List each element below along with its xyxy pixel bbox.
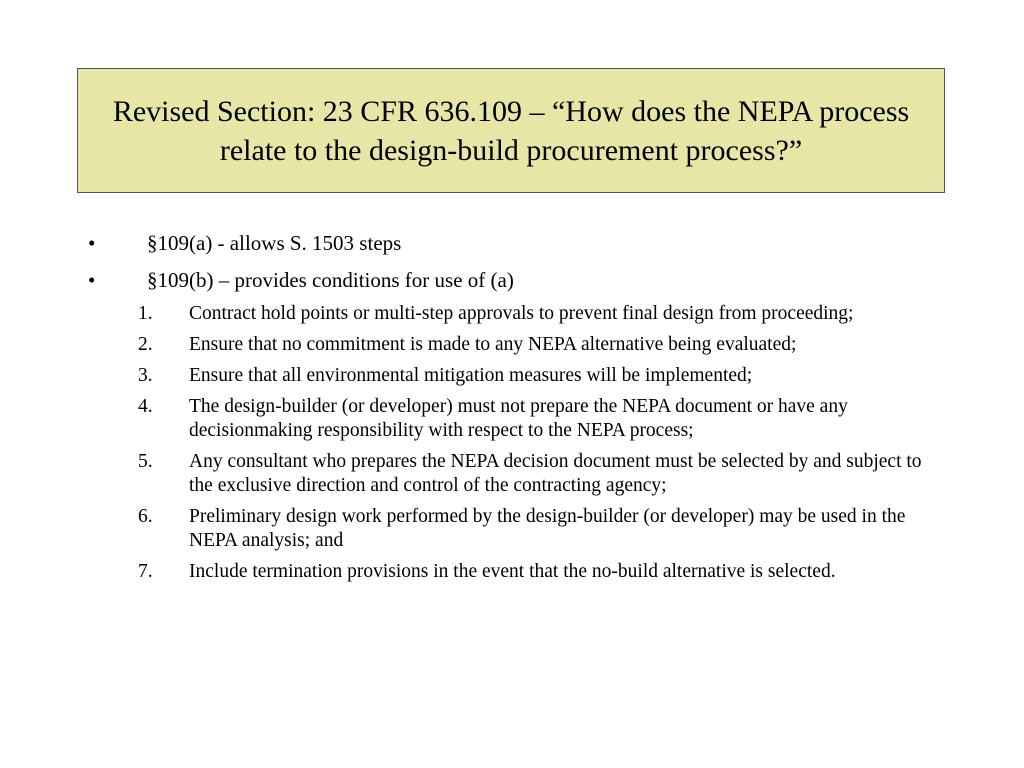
numbered-text: Contract hold points or multi-step approvals to prevent final design from proceeding; [189,303,854,324]
numbered-item [138,450,938,498]
numbered-item [138,364,938,388]
numbered-text: Include termination provisions in the event that the no-build alternative is selected. [189,561,836,582]
slide-title: Revised Section: 23 CFR 636.109 – “How does the NEPA process relate to the design-build procurement process?” [112,94,910,167]
numbered-item [138,333,938,357]
bullet-item [88,228,948,259]
numbered-item [138,560,938,584]
slide-title-box [77,68,945,193]
bullet-text: §109(a) - allows S. 1503 steps [147,231,402,255]
numbered-text: Ensure that all environmental mitigation measures will be implemented; [189,365,753,386]
number-marker: 5. [138,451,153,472]
numbered-text: The design-builder (or developer) must not prepare the NEPA document or have any decisionmaking responsibility with respect to the NEPA process; [189,396,848,441]
number-marker: 2. [138,334,153,355]
numbered-text: Ensure that no commitment is made to any NEPA alternative being evaluated; [189,334,797,355]
bullet-marker: • [88,231,96,255]
number-marker: 3. [138,365,153,386]
number-marker: 7. [138,561,153,582]
numbered-item [138,395,938,443]
number-marker: 1. [138,303,153,324]
numbered-text: Any consultant who prepares the NEPA decision document must be selected by and subject to the exclusive direction and control of the contracting agency; [189,451,922,496]
numbered-item [138,505,938,553]
number-marker: 6. [138,506,153,527]
bullet-item [88,265,948,296]
bullet-marker: • [88,268,96,292]
bullet-text: §109(b) – provides conditions for use of (a) [147,268,514,292]
bullet-list [88,228,948,302]
number-marker: 4. [138,396,153,417]
numbered-text: Preliminary design work performed by the design-builder (or developer) may be used in the NEPA analysis; and [189,506,906,551]
numbered-list [138,302,938,591]
numbered-item [138,302,938,326]
